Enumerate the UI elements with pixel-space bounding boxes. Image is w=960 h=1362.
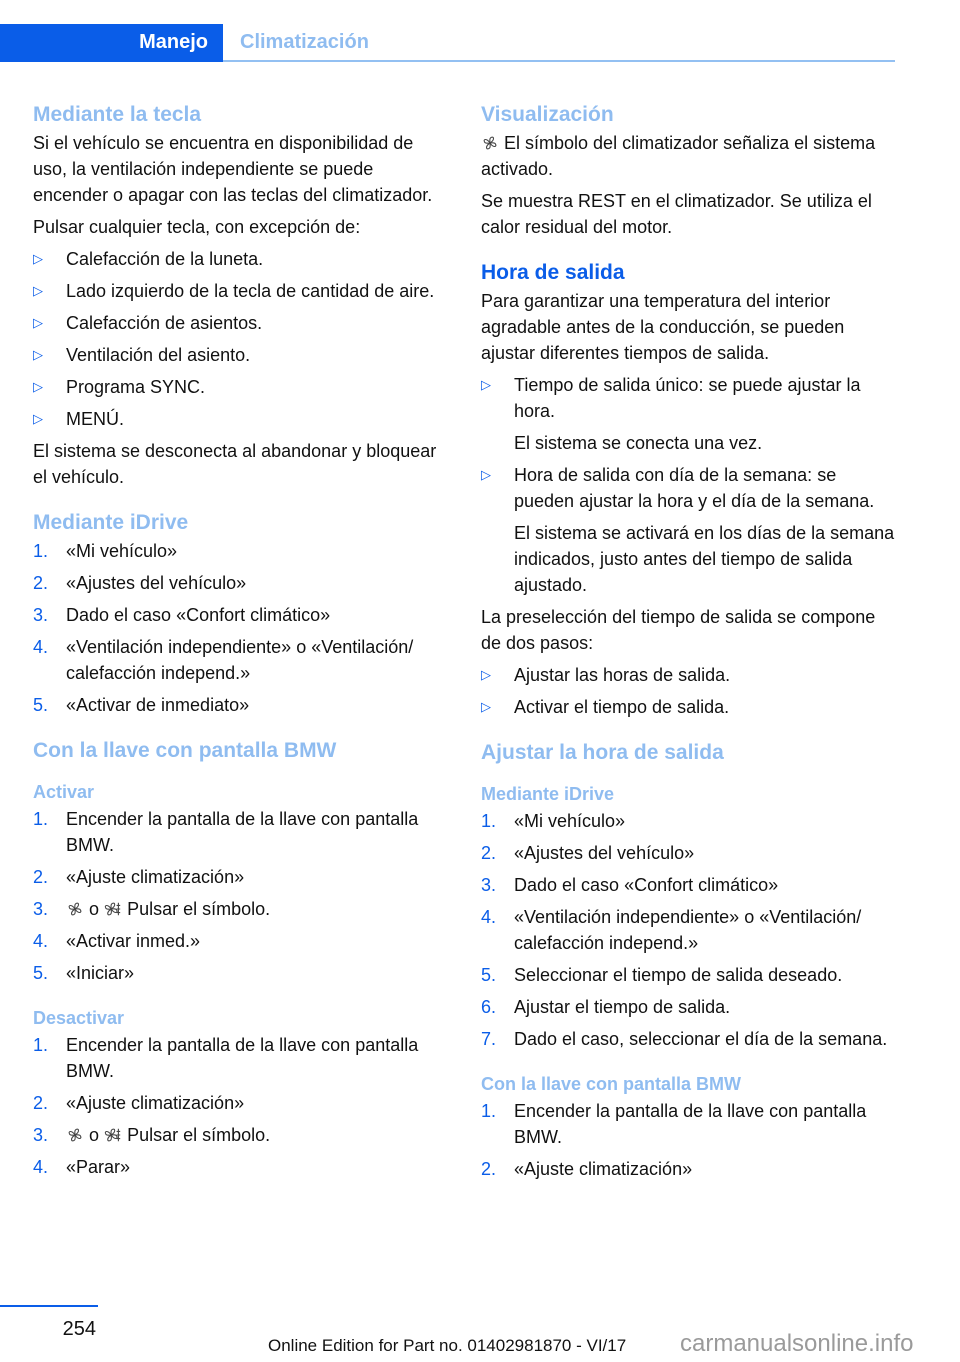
list-item: ▷ Calefacción de la luneta. — [33, 246, 451, 272]
triangle-bullet-icon: ▷ — [33, 379, 43, 394]
paragraph: Se muestra REST en el climatizador. Se utiliza el calor residual del motor. — [481, 191, 872, 237]
fan-icon — [66, 899, 84, 917]
llave-steps — [481, 1098, 899, 1182]
paragraph: El sistema se desconecta al abandonar y bloquear el vehículo. — [33, 441, 437, 487]
list-item: 3. Dado el caso «Confort climático» — [481, 875, 779, 895]
paragraph: La preselección del tiempo de salida se compone de dos pasos: — [481, 607, 876, 653]
fan-heat-icon — [104, 1125, 122, 1143]
desactivar-steps — [33, 1032, 451, 1180]
preselection-steps — [481, 662, 899, 720]
triangle-bullet-icon: ▷ — [481, 377, 491, 392]
list-item: ▷ MENÚ. — [33, 406, 451, 432]
heading-desactivar: Desactivar — [33, 1008, 125, 1028]
watermark: carmanualsonline.info — [680, 1330, 914, 1357]
paragraph: El símbolo del climatizador señaliza el sistema activado. — [481, 133, 876, 179]
heading-llave-pantalla: Con la llave con pantalla BMW — [33, 739, 337, 762]
section-title: Climatización — [240, 31, 369, 53]
triangle-bullet-icon: ▷ — [33, 283, 43, 298]
paragraph: Para garantizar una temperatura del interior agradable antes de la conducción, se pueden ajustar diferentes tiempos de salida. — [481, 291, 845, 363]
triangle-bullet-icon: ▷ — [481, 467, 491, 482]
idrive-steps — [33, 538, 451, 718]
heading-ajustar-hora: Ajustar la hora de salida — [481, 741, 724, 764]
edition-note: Online Edition for Part no. 01402981870 - VI/17 — [268, 1336, 627, 1355]
list-item: ▷ Ventilación del asiento. — [33, 342, 451, 368]
list-item: 1. Encender la pantalla de la llave con pantalla BMW. — [33, 809, 419, 855]
activar-steps — [33, 806, 451, 986]
list-item: ▷ Activar el tiempo de salida. — [481, 694, 899, 720]
exception-list — [33, 246, 451, 432]
list-item: 6. Ajustar el tiempo de salida. — [481, 997, 731, 1017]
idrive-steps — [481, 808, 899, 1052]
list-item: 2. «Ajuste climatización» — [33, 1093, 245, 1113]
right-column — [481, 100, 899, 1188]
list-item: ▷ Programa SYNC. — [33, 374, 451, 400]
fan-heat-icon — [104, 899, 122, 917]
header-rule — [223, 60, 895, 62]
list-item: 2. «Ajustes del vehículo» — [481, 843, 695, 863]
list-item: ▷ Calefacción de asientos. — [33, 310, 451, 336]
page-number: 254 — [62, 1318, 96, 1340]
list-item: 4. «Ventilación independiente» o «Ventilación/ calefacción independ.» — [33, 637, 414, 683]
list-item: 5. «Activar de inmediato» — [33, 695, 250, 715]
list-item: 1. Encender la pantalla de la llave con pantalla BMW. — [481, 1101, 867, 1147]
list-item: ▷ Ajustar las horas de salida. — [481, 662, 899, 688]
heading-hora-salida: Hora de salida — [481, 261, 625, 284]
triangle-bullet-icon: ▷ — [33, 411, 43, 426]
heading-visualizacion: Visualización — [481, 103, 614, 126]
departure-types — [481, 372, 899, 598]
heading-activar: Activar — [33, 782, 95, 802]
list-item: ▷ Tiempo de salida único: se puede ajustar la hora. El sistema se conecta una vez. — [481, 372, 899, 456]
triangle-bullet-icon: ▷ — [33, 347, 43, 362]
triangle-bullet-icon: ▷ — [481, 667, 491, 682]
list-item: 1. Encender la pantalla de la llave con pantalla BMW. — [33, 1035, 419, 1081]
list-item: 3. Dado el caso «Confort climático» — [33, 605, 331, 625]
list-item: 4. «Ventilación independiente» o «Ventilación/ calefacción independ.» — [481, 907, 862, 953]
list-item: 2. «Ajustes del vehículo» — [33, 573, 247, 593]
list-item: 1. «Mi vehículo» — [33, 541, 178, 561]
triangle-bullet-icon: ▷ — [33, 315, 43, 330]
list-item: 4. «Activar inmed.» — [33, 931, 201, 951]
list-item: 7. Dado el caso, seleccionar el día de la semana. — [481, 1029, 888, 1049]
list-item: 3. o Pulsar el símbolo. — [33, 1125, 271, 1145]
footer-rule — [0, 1305, 98, 1307]
list-item: 2. «Ajuste climatización» — [33, 867, 245, 887]
list-item: ▷ Hora de salida con día de la semana: se pueden ajustar la hora y el día de la semana. El sistema se activará en los días de la semana indicados, justo antes del tiempo de salida ajustado. — [481, 462, 899, 598]
heading-mediante-idrive: Mediante iDrive — [481, 784, 615, 804]
list-item: 5. «Iniciar» — [33, 963, 135, 983]
paragraph: Pulsar cualquier tecla, con excepción de: — [33, 217, 361, 237]
left-column — [33, 100, 451, 1186]
heading-mediante-idrive: Mediante iDrive — [33, 511, 189, 534]
list-item: 2. «Ajuste climatización» — [481, 1159, 693, 1179]
list-item: 5. Seleccionar el tiempo de salida deseado. — [481, 965, 843, 985]
heading-mediante-tecla: Mediante la tecla — [33, 103, 202, 126]
list-item: 4. «Parar» — [33, 1157, 131, 1177]
fan-icon — [481, 133, 499, 151]
heading-llave-pantalla: Con la llave con pantalla BMW — [481, 1074, 742, 1094]
fan-icon — [66, 1125, 84, 1143]
chapter-title: Manejo — [139, 31, 208, 53]
list-item: 3. o Pulsar el símbolo. — [33, 899, 271, 919]
triangle-bullet-icon: ▷ — [33, 251, 43, 266]
paragraph: Si el vehículo se encuentra en disponibilidad de uso, la ventilación independiente se puede encender o apagar con las teclas del climatizador. — [33, 133, 433, 205]
triangle-bullet-icon: ▷ — [481, 699, 491, 714]
list-item: ▷ Lado izquierdo de la tecla de cantidad de aire. — [33, 278, 451, 304]
list-item: 1. «Mi vehículo» — [481, 811, 626, 831]
